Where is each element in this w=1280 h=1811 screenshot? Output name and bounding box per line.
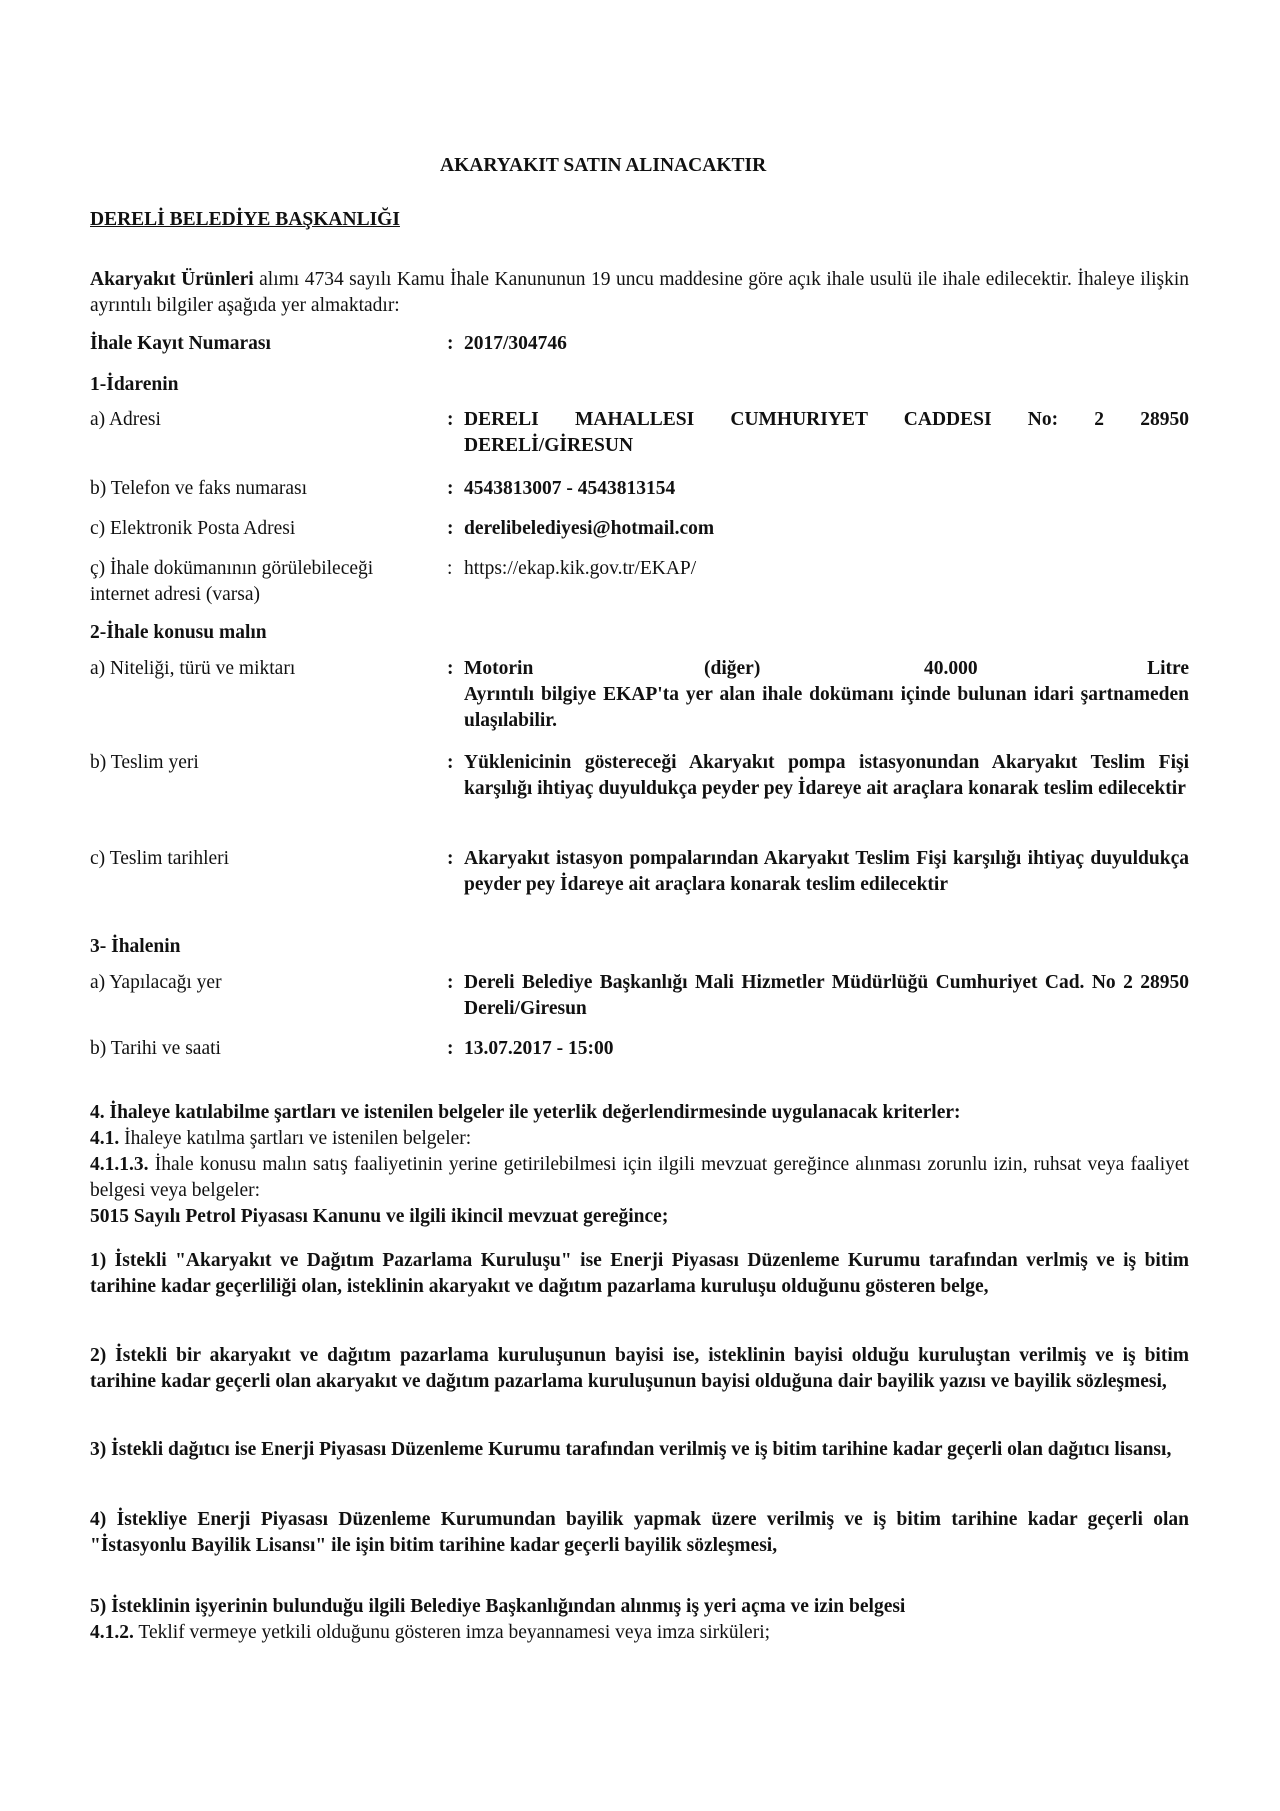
section2-heading: 2-İhale konusu malın — [90, 622, 267, 643]
address-line2: DERELİ/GİRESUN — [464, 435, 634, 456]
paragraph-4-1-2 — [90, 1620, 1189, 1646]
phone-label: b) Telefon ve faks numarası — [90, 478, 308, 499]
datetime-value: 13.07.2017 - 15:00 — [464, 1038, 614, 1059]
email-value: derelibelediyesi@hotmail.com — [464, 518, 715, 539]
nature-kind: (diğer) — [704, 658, 761, 679]
address-label: a) Adresi — [90, 409, 161, 430]
colon: : — [447, 752, 454, 773]
colon: : — [447, 558, 453, 579]
main-title: AKARYAKIT SATIN ALINACAKTIR — [440, 155, 767, 176]
requirement-item-2: 2) İstekli bir akaryakıt ve dağıtım pazarlama kuruluşunun bayisi ise, isteklinin bayisi olduğu kuruluştan verilmiş ve iş bitim tarihine kadar geçerli olan akaryakıt ve dağıtım pazarlama kuruluşunun bayisi olduğuna dair bayilik yazısı ve bayilik sözleşmesi, — [90, 1345, 1189, 1392]
web-label — [90, 556, 450, 608]
colon: : — [447, 333, 454, 354]
paragraph-4-1-num: 4.1. — [90, 1128, 120, 1149]
section4-heading: 4. İhaleye katılabilme şartları ve istenilen belgeler ile yeterlik değerlendirmesinde uygulanacak kriterler: — [90, 1102, 961, 1123]
web-label-line1: ç) İhale dokümanının görülebileceği — [90, 558, 374, 579]
requirement-item-1: 1) İstekli "Akaryakıt ve Dağıtım Pazarlama Kuruluşu" ise Enerji Piyasası Düzenleme Kurumu tarafından verlmiş ve iş bitim tarihine kadar geçerliliği olan, isteklinin akaryakıt ve dağıtım pazarlama kuruluşu olduğunu gösteren belge, — [90, 1250, 1189, 1297]
nature-label: a) Niteliği, türü ve miktarı — [90, 658, 296, 679]
web-value: https://ekap.kik.gov.tr/EKAP/ — [464, 558, 697, 579]
requirement-item-4: 4) İstekliye Enerji Piyasası Düzenleme Kurumundan bayilik yapmak üzere verilmiş ve iş bitim tarihine kadar geçerli olan "İstasyonlu Bayilik Lisansı" ile işin bitim tarihine kadar geçerli bayilik sözleşmesi, — [90, 1509, 1189, 1556]
law-line: 5015 Sayılı Petrol Piyasası Kanunu ve ilgili ikincil mevzuat gereğince; — [90, 1206, 669, 1227]
nature-unit: Litre — [1147, 658, 1189, 679]
paragraph-4-1-1-3-text: İhale konusu malın satış faaliyetinin yerine getirilebilmesi için ilgili mevzuat gereğince alınması zorunlu izin, ruhsat veya faaliyet belgesi veya belgeler: — [90, 1154, 1189, 1201]
paragraph-4-1-2-num: 4.1.2. — [90, 1622, 134, 1643]
email-label: c) Elektronik Posta Adresi — [90, 518, 296, 539]
section3-heading: 3- İhalenin — [90, 936, 181, 957]
paragraph-4-1-2-text: Teklif vermeye yetkili olduğunu gösteren imza beyannamesi veya imza sirküleri; — [133, 1622, 771, 1643]
requirement-tail — [90, 1594, 1189, 1646]
colon: : — [447, 658, 454, 679]
section4-block — [90, 1100, 1189, 1230]
colon: : — [447, 478, 454, 499]
datetime-label: b) Tarihi ve saati — [90, 1038, 221, 1059]
colon: : — [447, 972, 454, 993]
phone-value: 4543813007 - 4543813154 — [464, 478, 676, 499]
intro-paragraph — [90, 267, 1189, 319]
nature-note: Ayrıntılı bilgiye EKAP'ta yer alan ihale dokümanı içinde bulunan idari şartnameden ulaşılabilir. — [464, 684, 1189, 731]
colon: : — [447, 848, 454, 869]
web-label-line2: internet adresi (varsa) — [90, 584, 260, 605]
venue-label: a) Yapılacağı yer — [90, 972, 222, 993]
venue-value: Dereli Belediye Başkanlığı Mali Hizmetler Müdürlüğü Cumhuriyet Cad. No 2 28950 Dereli/Giresun — [464, 972, 1189, 1019]
intro-text: alımı 4734 sayılı Kamu İhale Kanununun 19 uncu maddesine göre açık ihale usulü ile ihale edilecektir. İhaleye ilişkin ayrıntılı bilgiler aşağıda yer almaktadır: — [90, 269, 1189, 316]
paragraph-4-1-1-3-num: 4.1.1.3. — [90, 1154, 149, 1175]
address-line1: DERELI MAHALLESI CUMHURIYET CADDESI No: 2 28950 — [464, 409, 1189, 430]
delivery-dates-value: Akaryakıt istasyon pompalarından Akaryakıt Teslim Fişi karşılığı ihtiyaç duyuldukça peyder pey İdareye ait araçlara konarak teslim edilecektir — [464, 848, 1189, 895]
requirement-item-3: 3) İstekli dağıtıcı ise Enerji Piyasası Düzenleme Kurumu tarafından verilmiş ve iş bitim tarihine kadar geçerli olan dağıtıcı lisansı, — [90, 1439, 1172, 1460]
section1-heading: 1-İdarenin — [90, 374, 179, 395]
requirement-item-5: 5) İsteklinin işyerinin bulunduğu ilgili Belediye Başkanlığından alınmış iş yeri açma ve izin belgesi — [90, 1596, 906, 1617]
colon: : — [447, 518, 454, 539]
delivery-place-value: Yüklenicinin göstereceği Akaryakıt pompa istasyonundan Akaryakıt Teslim Fişi karşılığı ihtiyaç duyuldukça peyder pey İdareye ait araçlara konarak teslim edilecektir — [464, 752, 1189, 799]
nature-item: Motorin — [464, 658, 534, 679]
address-value — [464, 407, 1189, 459]
nature-value — [464, 656, 1189, 734]
nature-first-line — [464, 656, 1189, 682]
registry-value: 2017/304746 — [464, 333, 567, 354]
colon: : — [447, 1038, 454, 1059]
intro-bold-lead: Akaryakıt Ürünleri — [90, 269, 254, 290]
nature-qty: 40.000 — [924, 658, 978, 679]
colon: : — [447, 409, 454, 430]
registry-label: İhale Kayıt Numarası — [90, 333, 271, 354]
delivery-dates-label: c) Teslim tarihleri — [90, 848, 230, 869]
institution-name: DERELİ BELEDİYE BAŞKANLIĞI — [90, 209, 400, 230]
paragraph-4-1 — [90, 1126, 1189, 1152]
paragraph-4-1-1-3 — [90, 1152, 1189, 1204]
paragraph-4-1-text: İhaleye katılma şartları ve istenilen belgeler: — [119, 1128, 472, 1149]
delivery-place-label: b) Teslim yeri — [90, 752, 199, 773]
